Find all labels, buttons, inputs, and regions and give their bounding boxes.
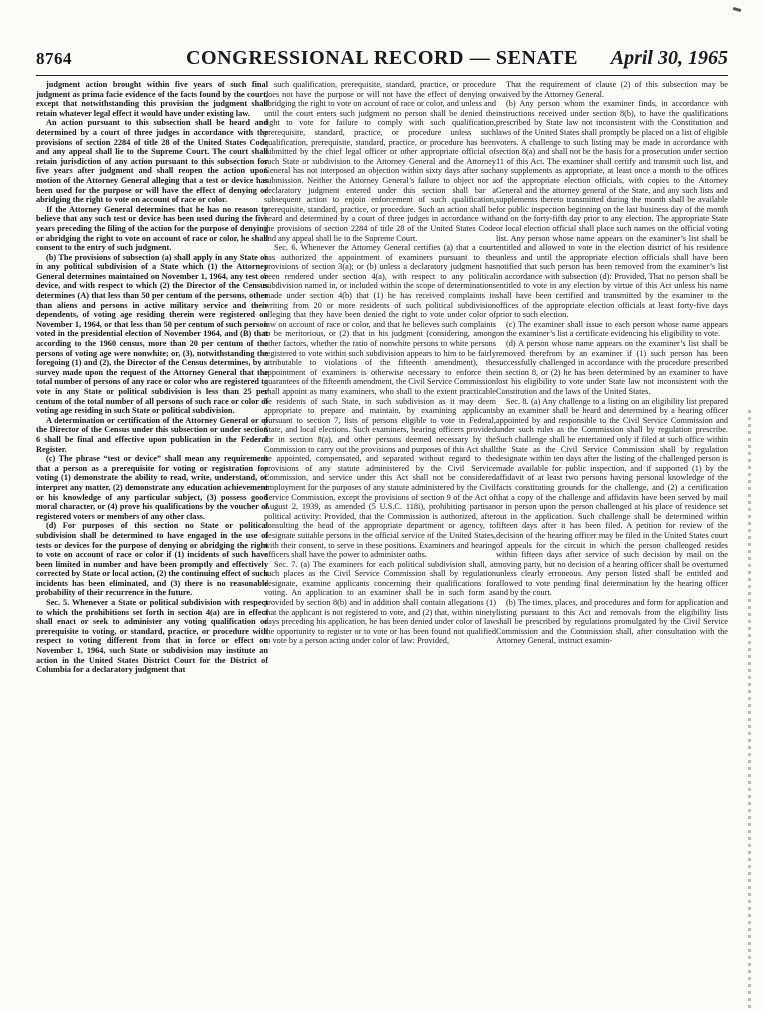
paragraph: such qualification, prerequisite, standard, practice, or procedure does not have the purpose or will not have the effect of denying or abridging the right to vote on account of race or color, and unless and until the court enters such judgment no person shall be denied the right to vote for failure to comply with such qualification, prerequisite, standard, practice, or procedure unless such qualification, prerequisite, standard, practice, or procedure has been submitted by the chief legal officer or other appropriate official of such State or subdivision to the Attorney General and the Attorney General has not interposed an objection within sixty days after such submission. Neither the Attorney General’s failure to object nor a declaratory judgment entered under this section shall bar a subsequent action to enjoin enforcement of such qualification, prerequisite, standard, practice, or procedure. Such an action shall be heard and determined by a court of three judges in accordance with the provisions of section 2284 of title 28 of the United States Code and any appeal shall lie to the Supreme Court. [264, 80, 496, 243]
paragraph: (c) The phrase “test or device” shall mean any requirement that a person as a prerequisite for voting or registration for voting (1) demonstrate the ability to read, write, understand, or interpret any matter, (2) demonstrate any education achievement or his knowledge of any particular subject, (3) possess good moral character, or (4) prove his qualifications by the voucher of registered voters or members of any other class. [36, 454, 268, 521]
scan-edge-mark [748, 410, 751, 1010]
text-column-3 [496, 80, 728, 980]
issue-date: April 30, 1965 [610, 47, 728, 69]
paragraph: (d) For purposes of this section no State or political subdivision shall be determined to have engaged in the use of tests or devices for the purpose of denying or abridging the right to vote on account of race or color if (1) incidents of such have been limited in number and have been promptly and effectively corrected by State or local action, (2) the continuing effect of such incidents has been eliminated, and (3) there is no reasonable probability of their recurrence in the future. [36, 521, 268, 598]
paragraph: Sec. 8. (a) Any challenge to a listing on an eligibility list prepared by an examiner shall be heard and determined by a hearing officer appointed by and responsible to the Civil Service Commission and under such rules as the Commission shall by regulation prescribe. Such challenge shall be entertained only if filed at such office within the State as the Civil Service Commission shall by regulation designate within ten days after the listing of the challenged person is made available for public inspection, and if supported (1) by the affidavit of at least two persons having personal knowledge of the facts constituting grounds for the challenge, and (2) a certification that a copy of the challenge and affidavits have been served by mail or in person upon the person challenged at his place of residence set out in the application. Such challenge shall be determined within fifteen days after it has been filed. A petition for review of the decision of the hearing officer may be filed in the United States court of appeals for the circuit in which the person challenged resides within fifteen days after service of such decision by mail on the moving party, but no decision of a hearing officer shall be overturned unless clearly erroneous. Any person listed shall be entitled and allowed to vote pending final determination by the hearing officer and by the court. [496, 396, 728, 598]
paragraph: (b) Any person whom the examiner finds, in accordance with instructions received under section 8(b), to have the qualifications prescribed by State law not inconsistent with the Constitution and laws of the United States shall promptly be placed on a list of eligible voters. A challenge to such listing may be made in accordance with section 8(a) and shall not be the basis for a prosecution under section 11 of this Act. The examiner shall certify and transmit such list, and any supplements as appropriate, at least once a month to the offices of the appropriate election officials, with copies to the Attorney General and the attorney general of the State, and any such lists and supplements thereto transmitted during the month shall be available for public inspection beginning on the last business day of the month and on the forty-fifth day prior to any election. The appropriate State or local election official shall place such names on the official voting list. Any person whose name appears on the examiner’s list shall be entitled and allowed to vote in the election district of his residence unless and until the appropriate election officials shall have been notified that such person has been removed from the examiner’s list in accordance with subsection (d): Provided, That no person shall be entitled to vote in any election by virtue of this Act unless his name shall have been certified and transmitted by the examiner to the offices of the appropriate election officials at least forty-five days prior to such election. [496, 99, 728, 320]
page-number: 8764 [36, 49, 72, 68]
paragraph: An action pursuant to this subsection shall be heard and determined by a court of three judges in accordance with the provisions of section 2284 of title 28 of the United States Code and any appeal shall lie to the Supreme Court. The court shall retain jurisdiction of any action pursuant to this subsection for five years after judgment and shall reopen the action upon motion of the Attorney General alleging that a test or device has been used for the purpose or will have the effect of denying or abridging the right to vote on account of race or color. [36, 118, 268, 205]
paragraph: (b) The times, places, and procedures and form for application and listing pursuant to this Act and removals from the eligibility lists shall be prescribed by regulations promulgated by the Civil Service Commission and the Commission shall, after consultation with the Attorney General, instruct examin- [496, 598, 728, 646]
paragraph: Sec. 5. Whenever a State or political subdivision with respect to which the prohibitions set forth in section 4(a) are in effect shall enact or seek to administer any voting qualification or prerequisite to voting, or standard, practice, or procedure with respect to voting different from that in force or effect on November 1, 1964, such State or subdivision may institute an action in the United States District Court for the District of Columbia for a declaratory judgment that [36, 598, 268, 675]
paragraph: (b) The provisions of subsection (a) shall apply in any State or in any political subdivision of a State which (1) the Attorney General determines maintained on November 1, 1964, any test or device, and with respect to which (2) the Director of the Census determines (A) that less than 50 per centum of the persons, other than aliens and persons in active military service and their dependents, of voting age residing therein were registered on November 1, 1964, or that less than 50 per centum of such person voted in the presidential election of November 1964, and (B) that according to the 1960 census, more than 20 per centum of the persons of voting age were nonwhite; or, (3), notwithstanding the foregoing (1) and (2), the Director of the Census determines, by a survey made upon the request of the Attorney General that the total number of persons of any race or color who are registered to vote in any State or political subdivision is less than 25 per centum of the total number of all persons of such race or color of voting age residing in such State or political subdivision. [36, 252, 268, 416]
paragraph: Sec. 6. Whenever the Attorney General certifies (a) that a court has authorized the appointment of examiners pursuant to the provisions of section 3(a); or (b) unless a declaratory judgment has been rendered under section 4(a), with respect to any political subdivision named in, or included within the scope of determinations made under section 4(b) that (1) he has received complaints in writing from 20 or more residents of such political subdivision alleging that they have been denied the right to vote under color of law on account of race or color, and that he believes such complaints to be meritorious, or (2) that in his judgment (considering, among other factors, whether the ratio of nonwhite persons to white persons registered to vote within such subdivision appears to him to be fairly attributable to violations of the fifteenth amendment), the appointment of examiners is otherwise necessary to enforce the guarantees of the fifteenth amendment, the Civil Service Commission shall appoint as many examiners, who shall to the extent practicable be residents of such State, in such subdivision as it may deem appropriate to prepare and maintain, by examining applicants pursuant to section 7, lists of persons eligible to vote in Federal, State, and local elections. Such examiners, hearing officers provided for in section 8(a), and other persons deemed necessary by the Commission to carry out the provisions and purposes of this Act shall be appointed, compensated, and separated without regard to the provisions of any statute administered by the Civil Service Commission, and service under this Act shall not be considered employment for the purposes of any statute administered by the Civil Service Commission, except the provisions of section 9 of the Act of August 2, 1939, as amended (5 U.S.C. 118i), prohibiting partisan political activity: Provided, that the Commission is authorized, after consulting the head of the appropriate department or agency, to designate suitable persons in the official service of the United States, with their consent, to serve in these positions. Examiners and hearing officers shall have the power to administer oaths. [264, 243, 496, 560]
paragraph: A determination or certification of the Attorney General or of the Director of the Census under this subsection or under section 6 shall be final and effective upon publication in the Federal Register. [36, 415, 268, 454]
paragraph: If the Attorney General determines that he has no reason to believe that any such test or device has been used during the five years preceding the filing of the action for the purpose of denying or abridging the right to vote on account of race or color, he shall consent to the entry of such judgment. [36, 204, 268, 253]
paragraph: That the requirement of clause (2) of this subsection may be waived by the Attorney General. [496, 80, 728, 99]
paragraph: (c) The examiner shall issue to each person whose name appears on the examiner’s list a certificate evidencing his eligibility to vote. [496, 319, 728, 339]
text-column-1 [36, 80, 268, 980]
page-header [36, 47, 728, 76]
paragraph: (d) A person whose name appears on the examiner’s list shall be removed therefrom by an examiner if (1) such person has been successfully challenged in accordance with the procedure prescribed in section 8, or (2) he has been determined by an examiner to have lost his eligibility to vote under State law not inconsistent with the Constitution and the laws of the United States. [496, 339, 728, 396]
paragraph: Sec. 7. (a) The examiners for each political subdivision shall, at such places as the Civil Service Commission shall by regulation designate, examine applicants concerning their qualifications for voting. An application to an examiner shall be in such form as provided by section 8(b) and in addition shall contain allegations (1) that the applicant is not registered to vote, and (2) that, within ninety days preceding his application, he has been denied under color of law the opportunity to register or to vote or has been found not qualified to vote by a person acting under color of law: Provided, [264, 559, 496, 646]
publication-title: CONGRESSIONAL RECORD — SENATE [185, 47, 579, 69]
text-column-2 [264, 80, 496, 980]
corner-mark [733, 7, 742, 12]
paragraph: judgment action brought within five years of such final judgment as prima facie evidence of the facts found by the court, except that notwithstanding this provision the judgment shall retain whatever legal effect it would have under existing law. [36, 80, 268, 118]
